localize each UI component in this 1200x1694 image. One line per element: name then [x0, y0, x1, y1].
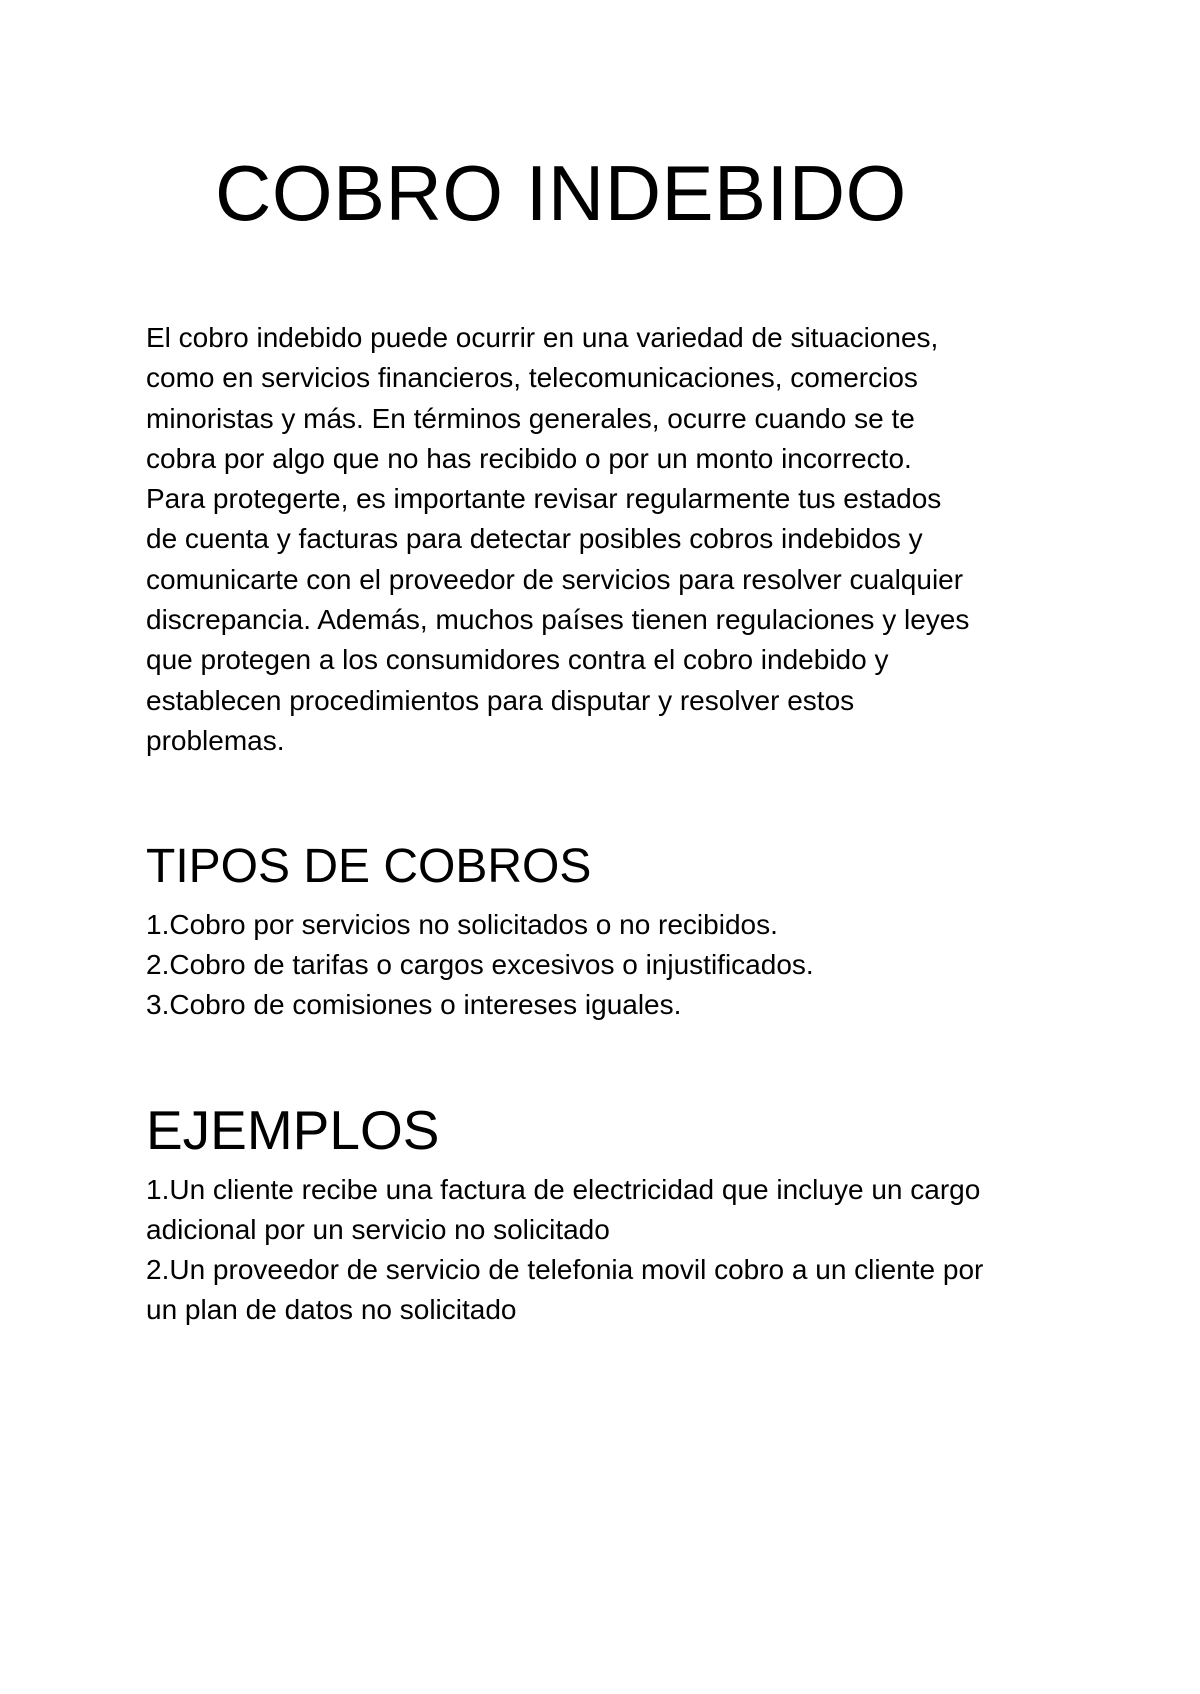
intro-line: Para protegerte, es importante revisar regularmente tus estados: [146, 483, 942, 515]
tipos-list-item: 2.Cobro de tarifas o cargos excesivos o injustificados.: [146, 949, 814, 980]
ejemplos-heading: EJEMPLOS: [146, 1099, 440, 1161]
ejemplos-line: adicional por un servicio no solicitado: [146, 1214, 610, 1245]
intro-paragraph: [146, 318, 1076, 761]
intro-line: cobra por algo que no has recibido o por un monto incorrecto.: [146, 442, 912, 474]
intro-line: minoristas y más. En términos generales, ocurre cuando se te: [146, 402, 915, 434]
ejemplos-list: [146, 1170, 983, 1330]
page-title: COBRO INDEBIDO: [215, 149, 907, 237]
ejemplos-line: 1.Un cliente recibe una factura de electricidad que incluye un cargo: [146, 1174, 981, 1205]
intro-line: discrepancia. Además, muchos países tienen regulaciones y leyes: [146, 604, 970, 636]
intro-line: problemas.: [146, 724, 285, 756]
intro-line: de cuenta y facturas para detectar posibles cobros indebidos y: [146, 523, 923, 555]
intro-line: como en servicios financieros, telecomunicaciones, comercios: [146, 362, 918, 394]
intro-line: establecen procedimientos para disputar y resolver estos: [146, 684, 855, 716]
intro-line: comunicarte con el proveedor de servicios para resolver cualquier: [146, 563, 964, 595]
ejemplos-line: 2.Un proveedor de servicio de telefonia movil cobro a un cliente por: [146, 1254, 984, 1285]
ejemplos-line: un plan de datos no solicitado: [146, 1294, 517, 1325]
tipos-list-item: 3.Cobro de comisiones o intereses iguales.: [146, 989, 682, 1020]
intro-line: que protegen a los consumidores contra el cobro indebido y: [146, 644, 889, 676]
tipos-list: [146, 905, 814, 1025]
tipos-list-item: 1.Cobro por servicios no solicitados o no recibidos.: [146, 909, 778, 940]
tipos-heading: TIPOS DE COBROS: [146, 840, 592, 893]
intro-line: El cobro indebido puede ocurrir en una variedad de situaciones,: [146, 322, 939, 353]
